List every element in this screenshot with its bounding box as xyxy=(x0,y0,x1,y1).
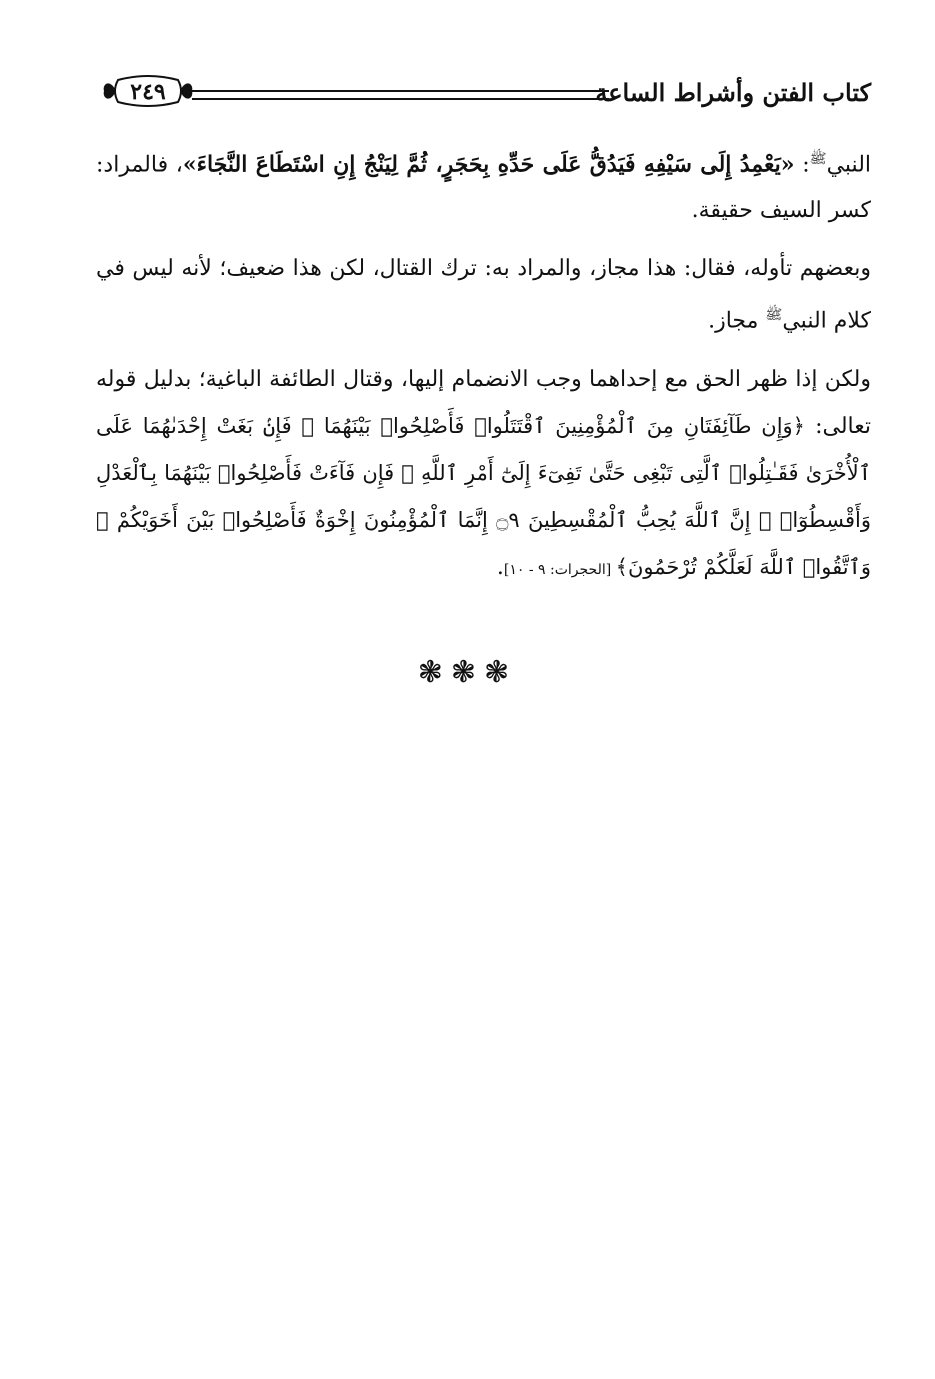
text-tail: ، فالمراد: كسر السيف حقيقة. xyxy=(96,152,871,224)
header-rule xyxy=(192,90,609,100)
salutation-glyph: ﷺ xyxy=(809,151,827,167)
salutation-glyph: ﷺ xyxy=(765,307,783,324)
page-number-badge xyxy=(100,74,196,108)
colon: : xyxy=(794,152,810,178)
book-title: كتاب الفتن وأشراط الساعة xyxy=(595,78,871,107)
text-intro: ولكن إذا ظهر الحق مع إحداهما وجب الانضمام إليها، وقتال الطائفة الباغية؛ بدليل قوله تعالى: xyxy=(96,366,871,439)
page-header xyxy=(100,70,871,126)
page-number: ٢٤٩ xyxy=(130,79,166,105)
text-part-1: وبعضهم تأوله، فقال: هذا مجاز، والمراد به: ترك القتال، لكن هذا ضعيف؛ لأنه ليس في كلام النبي xyxy=(96,256,871,334)
page-body xyxy=(96,136,871,605)
quran-verse: ﴿وَإِن طَآئِفَتَانِ مِنَ ٱلْمُؤْمِنِينَ ٱقْتَتَلُوا۟ فَأَصْلِحُوا۟ بَيْنَهُمَا ۖ فَإِنۢ بَغَتْ إِحْدَىٰهُمَا عَلَى ٱلْأُخْرَىٰ فَقَـٰتِلُوا۟ ٱلَّتِى تَبْغِى حَتَّىٰ تَفِىٓءَ إِلَىٰٓ أَمْرِ ٱللَّهِ ۚ فَإِن فَآءَتْ فَأَصْلِحُوا۟ بَيْنَهُمَا بِٱلْعَدْلِ وَأَقْسِطُوٓا۟ ۖ إِنَّ ٱللَّهَ يُحِبُّ ٱلْمُقْسِطِينَ ۝٩ إِنَّمَا ٱلْمُؤْمِنُونَ إِخْوَةٌ فَأَصْلِحُوا۟ بَيْنَ أَخَوَيْكُمْ ۚ وَٱتَّقُوا۟ ٱللَّهَ لَعَلَّكُمْ تُرْحَمُونَ﴾ xyxy=(96,413,872,579)
section-divider-icon: ❃❃❃ xyxy=(417,655,518,690)
paragraph-1 xyxy=(96,136,871,234)
hadith-quote: «يَعْمِدُ إِلَى سَيْفِهِ فَيَدُقُّ عَلَى حَدِّهِ بِحَجَرٍ، ثُمَّ لِيَنْجُ إِنِ اسْتَطَاعَ النَّجَاءَ» xyxy=(182,151,795,178)
verse-reference: [الحجرات: ٩ - ١٠] xyxy=(503,561,616,578)
paragraph-2 xyxy=(96,246,871,344)
text-part-2: مجاز. xyxy=(708,308,766,334)
paragraph-3 xyxy=(96,357,871,593)
text-lead: النبي xyxy=(826,152,872,178)
period: . xyxy=(496,554,504,580)
